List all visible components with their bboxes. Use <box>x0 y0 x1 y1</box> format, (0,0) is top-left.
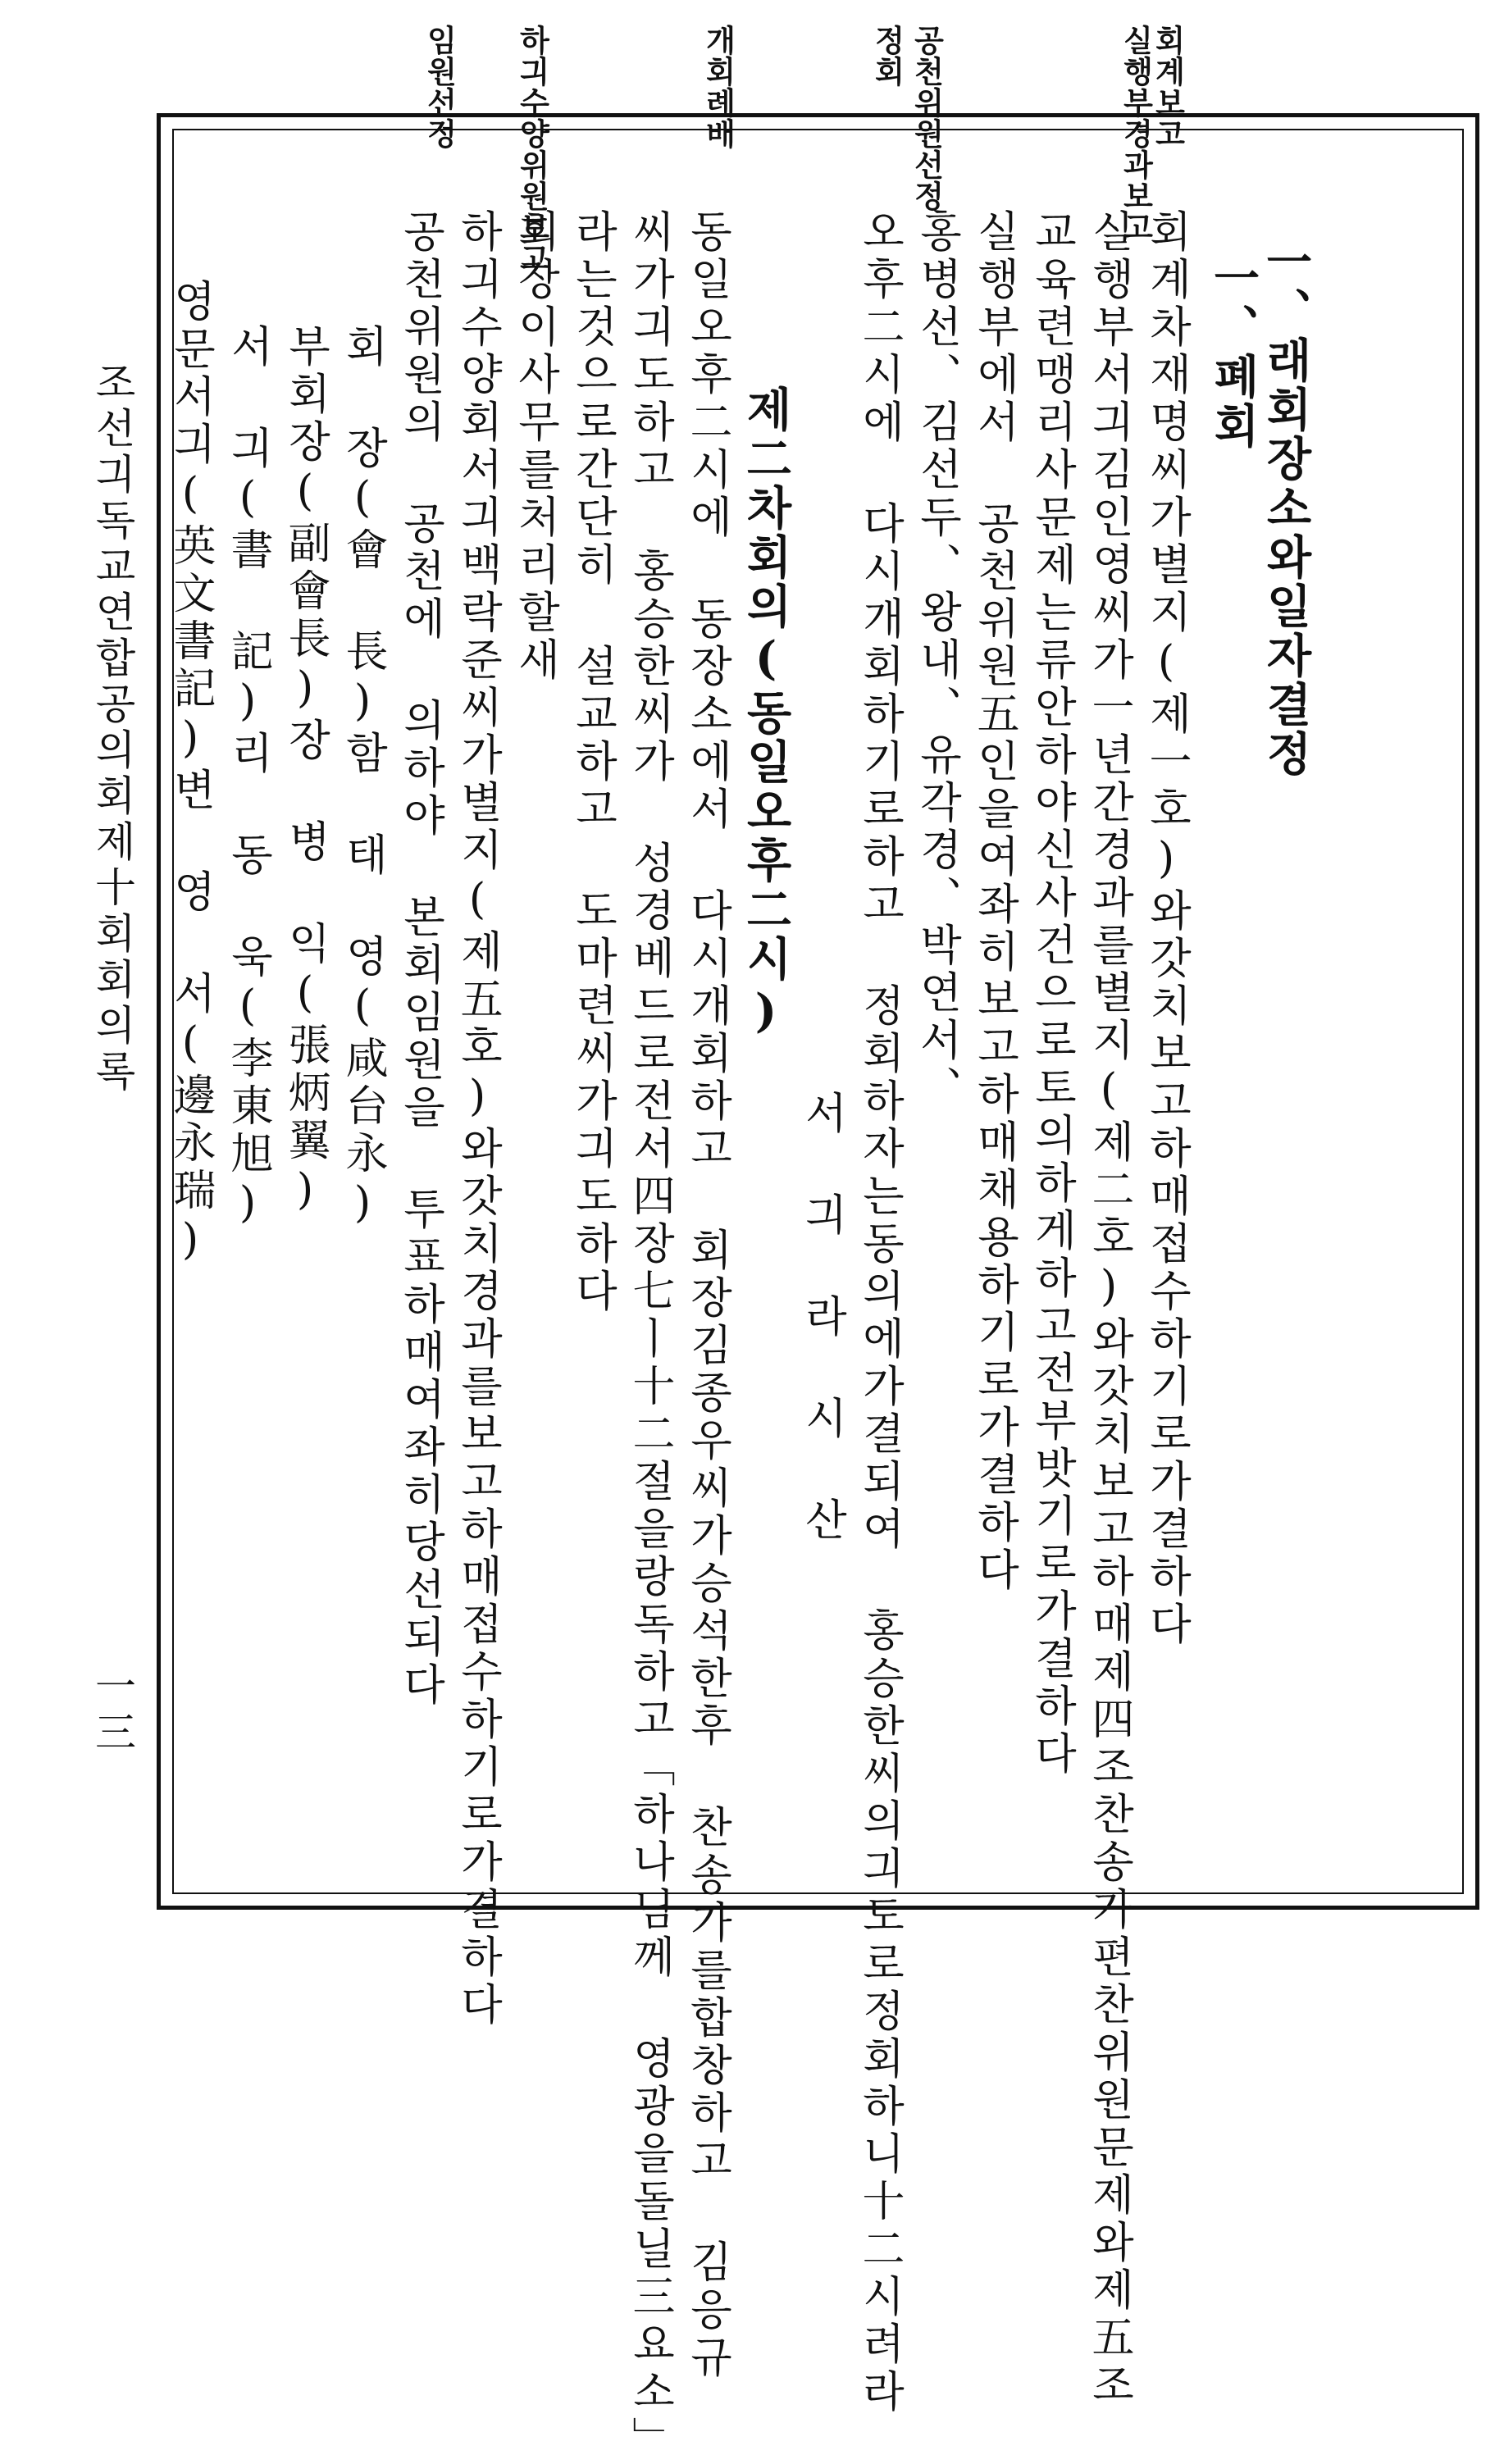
margin-note-recess: 정회 <box>869 25 905 87</box>
line-education-league: 교육련맹리사문제는류안하야신사건으로토의하게하고전부밧기로가결하다 <box>1027 209 1076 1779</box>
margin-note-summer-retreat-report: 하긔수양위원보고 <box>514 25 550 274</box>
line-officer-secretary: 서 긔(書 記)리 동 욱(李東旭) <box>223 324 272 1232</box>
line-officer-election: 공천위원의 공천에 의하야 본회임원을 투표하매여좌히당선되다 <box>395 209 444 1710</box>
line-sermon: 라는것으로간단히 설교하고 도마련씨가긔도하다 <box>567 209 617 1316</box>
line-secretary-signature: 서 긔 라 시 산 <box>797 1091 846 1545</box>
line-chair-business: 회장이사무를처리할새 <box>510 209 559 685</box>
line-officer-english-secretary: 영문서긔(英文書記)변 영 서(邊永瑞) <box>166 279 215 1269</box>
item-adjournment: 一、폐회 <box>1206 254 1260 451</box>
line-officer-president: 회 장(會 長)함 태 영(咸台永) <box>338 324 387 1232</box>
line-committee-members: 홍병선、김선두、왕내、유각경、박연서、 <box>912 209 961 1113</box>
line-officer-vice-president: 부회장(副會長)장 병 익(張炳翼) <box>280 324 330 1219</box>
line-recess: 오후二시에 다시개회하기로하고 정회하자는동의에가결되여 홍승한씨의긔도로정회하니十二시려라 <box>855 209 904 2416</box>
line-scripture-reading: 씨가긔도하고 홍승한씨가 성경베드로전서四장七ㅣ十二절을랑독하고「하나님께 영광을돌닐三요소」 <box>625 209 674 2464</box>
margin-note-officer-election: 임원선정 <box>422 25 458 149</box>
line-summer-retreat-report: 하긔수양회서긔백락준씨가별지(제五호)와갓치경과를보고하매접수하기로가결하다 <box>453 209 502 2029</box>
line-treasurer-report: 회계차재명씨가별지(제一호)와갓치보고하매접수하기로가결하다 <box>1142 209 1191 1649</box>
line-executive-secretary-report: 실행부서긔김인영씨가一년간경과를별지(제二호)와갓치보고하매제四조찬송가편찬위원문제와제五조 <box>1084 209 1133 2410</box>
margin-note-reopening-worship: 개회례배 <box>700 25 736 149</box>
margin-note-executive-report: 실행부경과보고 <box>1118 25 1154 243</box>
page-number: 一三 <box>89 1665 136 1756</box>
item-venue-date: 一、래회장소와일자결정 <box>1259 238 1313 779</box>
margin-note-accounting: 회계보고 <box>1150 25 1186 149</box>
line-nomination-committee: 실행부에서 공천위원五인을여좌히보고하매채용하기로가결하다 <box>969 209 1019 1595</box>
line-reopening: 동일오후二시에 동장소에서 다시개회하고 회장김종우씨가승석한후 찬송가를합창하고 김응규 <box>682 209 731 2382</box>
running-title: 조선긔독교연합공의회제十회회의록 <box>89 361 136 1095</box>
margin-note-nomination-committee: 공천위원선정 <box>909 25 945 212</box>
second-session-heading: 제二차회의(동일오후二시) <box>739 385 793 1041</box>
